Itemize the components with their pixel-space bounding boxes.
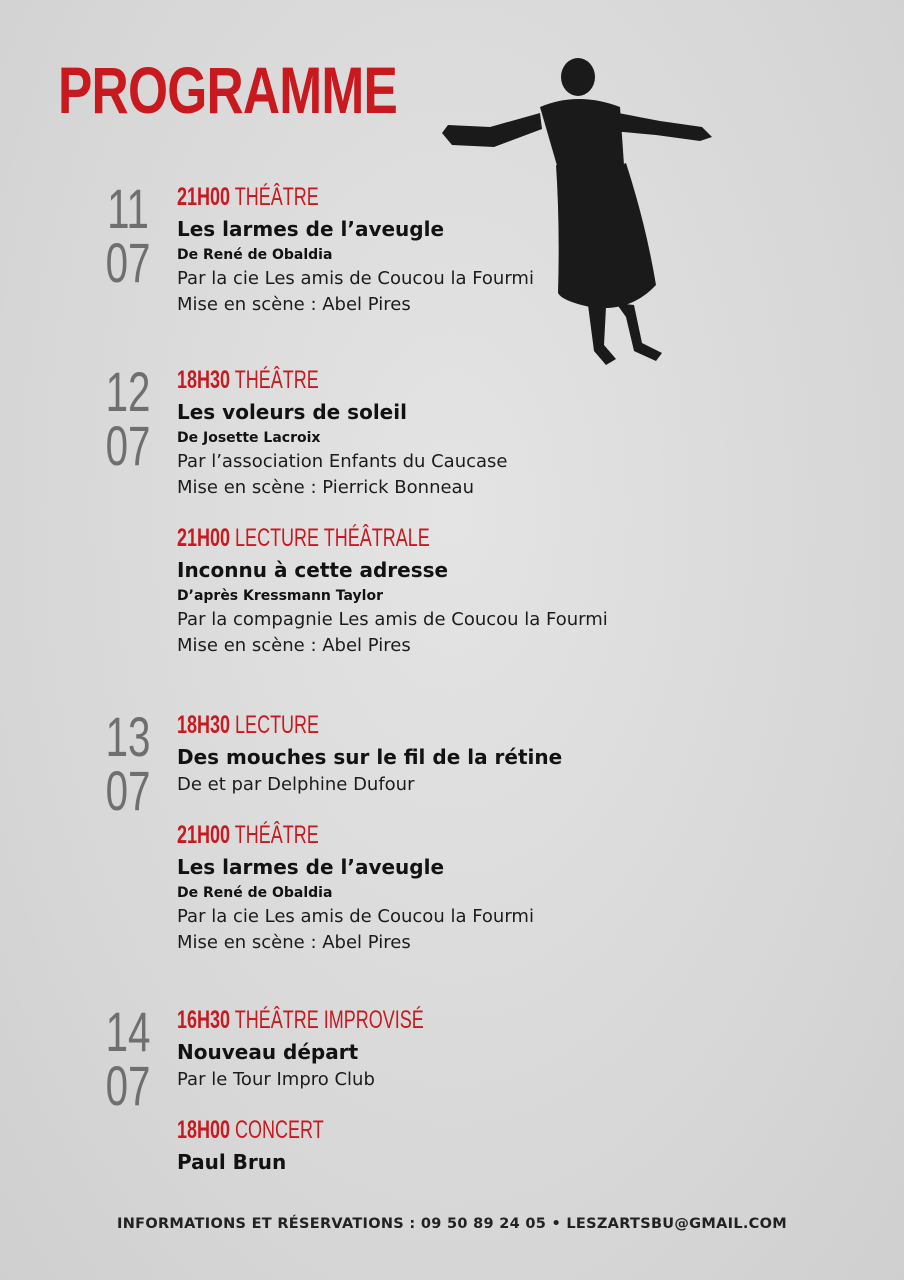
event-tag xyxy=(177,710,609,740)
event-author: De René de Obaldia xyxy=(177,247,333,263)
date-block xyxy=(105,360,151,477)
page-title: PROGRAMME xyxy=(58,53,398,127)
event-tag xyxy=(177,1005,609,1035)
event-detail: Mise en scène : Abel Pires xyxy=(177,932,411,953)
date-day: 14 xyxy=(105,1000,151,1063)
date-block xyxy=(105,177,151,294)
event-detail: Mise en scène : Abel Pires xyxy=(177,635,411,656)
program-event xyxy=(177,820,777,956)
program-event xyxy=(177,710,777,798)
date-day: 12 xyxy=(105,360,151,423)
event-time: 18H00 xyxy=(177,1116,231,1144)
event-category: THÉÂTRE xyxy=(234,821,319,849)
event-title: Les larmes de l’aveugle xyxy=(177,217,445,241)
event-author: D’après Kressmann Taylor xyxy=(177,588,383,604)
event-tag xyxy=(177,182,609,212)
event-category: LECTURE THÉÂTRALE xyxy=(235,524,430,552)
event-time: 21H00 xyxy=(177,821,231,849)
event-title: Inconnu à cette adresse xyxy=(177,558,449,582)
program-event xyxy=(177,1115,777,1177)
event-detail: Mise en scène : Abel Pires xyxy=(177,294,411,315)
date-day: 11 xyxy=(107,177,149,240)
event-tag xyxy=(177,820,609,850)
event-time: 18H30 xyxy=(177,366,231,394)
date-day: 13 xyxy=(105,705,151,768)
date-month: 07 xyxy=(105,231,151,294)
event-detail: Par l’association Enfants du Caucase xyxy=(177,451,508,472)
event-title: Les voleurs de soleil xyxy=(177,400,407,424)
event-detail: Par le Tour Impro Club xyxy=(177,1069,375,1090)
event-time: 21H00 xyxy=(177,183,231,211)
event-title: Nouveau départ xyxy=(177,1040,359,1064)
program-event xyxy=(177,365,777,501)
event-detail: Par la cie Les amis de Coucou la Fourmi xyxy=(177,268,534,289)
event-author: De René de Obaldia xyxy=(177,885,333,901)
date-block xyxy=(105,705,151,822)
event-category: THÉÂTRE xyxy=(234,183,319,211)
event-time: 18H30 xyxy=(177,711,231,739)
date-block xyxy=(105,1000,151,1117)
event-detail: Par la compagnie Les amis de Coucou la Fourmi xyxy=(177,609,608,630)
event-author: De Josette Lacroix xyxy=(177,430,321,446)
event-title: Les larmes de l’aveugle xyxy=(177,855,445,879)
event-detail: De et par Delphine Dufour xyxy=(177,774,415,795)
program-event xyxy=(177,182,777,318)
event-detail: Par la cie Les amis de Coucou la Fourmi xyxy=(177,906,534,927)
event-category: LECTURE xyxy=(235,711,320,739)
event-category: THÉÂTRE xyxy=(234,366,319,394)
event-detail: Mise en scène : Pierrick Bonneau xyxy=(177,477,474,498)
event-title: Des mouches sur le fil de la rétine xyxy=(177,745,563,769)
event-tag xyxy=(177,1115,609,1145)
program-event xyxy=(177,523,777,659)
event-category: THÉÂTRE IMPROVISÉ xyxy=(234,1006,424,1034)
event-title: Paul Brun xyxy=(177,1150,287,1174)
event-time: 21H00 xyxy=(177,524,231,552)
event-time: 16H30 xyxy=(177,1006,231,1034)
event-tag xyxy=(177,523,609,553)
program-event xyxy=(177,1005,777,1093)
date-month: 07 xyxy=(105,414,151,477)
event-tag xyxy=(177,365,609,395)
contact-footer: INFORMATIONS ET RÉSERVATIONS : 09 50 89 24 05 • LESZARTSBU@GMAIL.COM xyxy=(117,1216,787,1232)
event-category: CONCERT xyxy=(235,1116,324,1144)
date-month: 07 xyxy=(105,759,151,822)
date-month: 07 xyxy=(105,1054,151,1117)
